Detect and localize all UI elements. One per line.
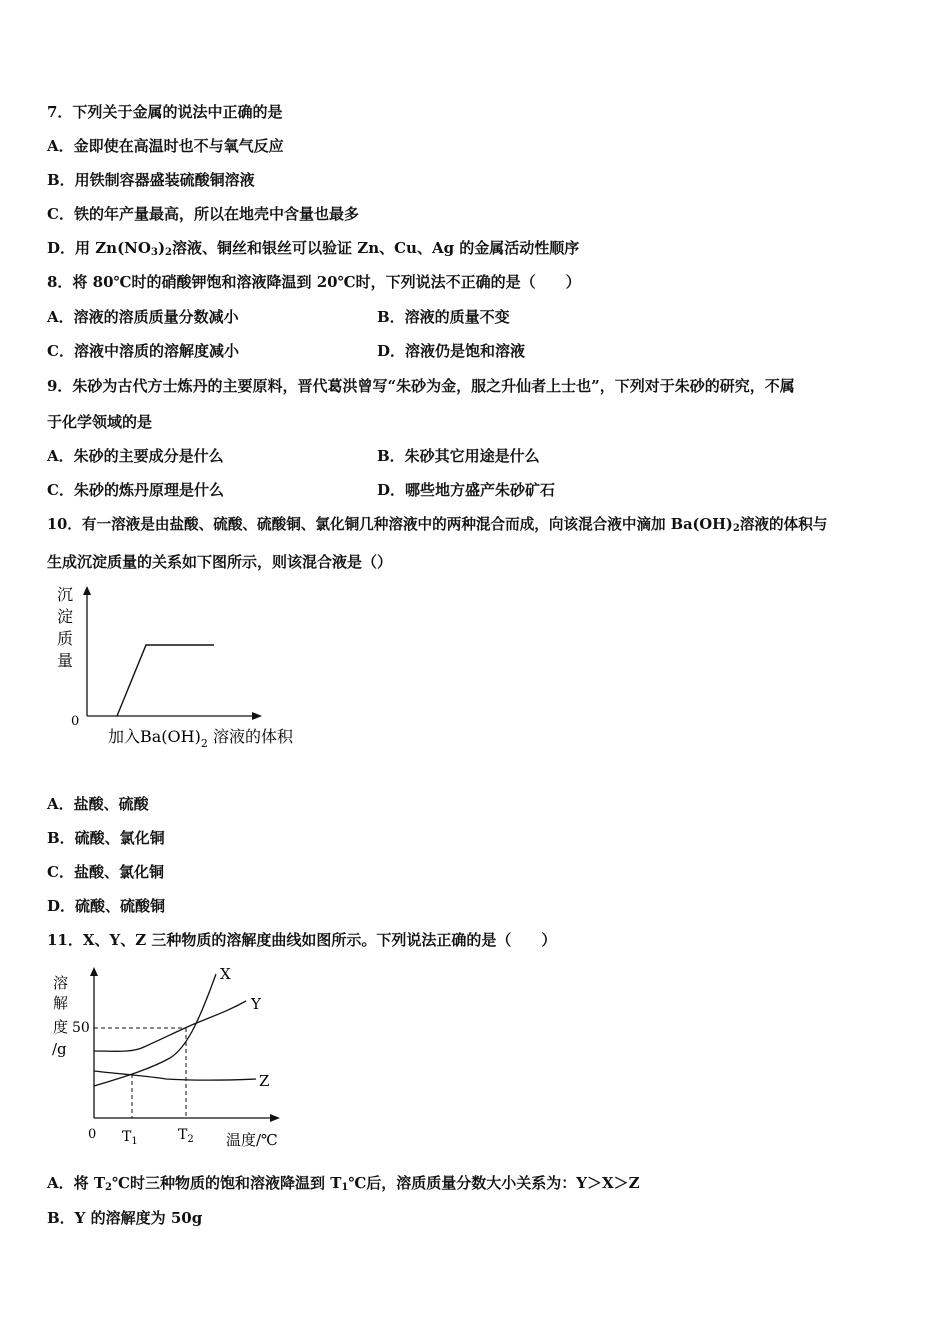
q11-ylabel-char-2: 解 bbox=[53, 994, 69, 1012]
q11-a-pre: A．将 T bbox=[47, 1174, 106, 1192]
q7-option-d bbox=[47, 238, 579, 258]
q10-stem1-pre: 10．有一溶液是由盐酸、硫酸、硫酸铜、氯化铜几种溶液中的两种混合而成，向该混合液中滴加 Ba(OH) bbox=[47, 516, 733, 533]
q10-ylabel-char-1: 沉 bbox=[57, 585, 74, 604]
q11-a-post: ℃后，溶质质量分数大小关系为：Y＞X＞Z bbox=[348, 1174, 640, 1192]
q11-yunit: /g bbox=[52, 1040, 67, 1058]
q10-option-a: A．盐酸、硫酸 bbox=[47, 795, 149, 813]
q11-tick-t1: $T_1$ bbox=[122, 1129, 138, 1147]
q8-option-a: A．溶液的溶质质量分数减小 bbox=[47, 308, 239, 326]
q11-curve-y bbox=[94, 1001, 246, 1051]
q10-x-axis-arrow bbox=[252, 712, 262, 720]
q7-d-mid: ) bbox=[157, 239, 166, 257]
q11-y-axis-arrow bbox=[90, 967, 98, 976]
q11-a-sub2: 1 bbox=[341, 1182, 349, 1193]
q11-curve-x bbox=[94, 974, 216, 1086]
q10-option-c: C．盐酸、氯化铜 bbox=[47, 863, 164, 881]
q9-option-c: C．朱砂的炼丹原理是什么 bbox=[47, 481, 224, 499]
q10-option-b: B．硫酸、氯化铜 bbox=[47, 829, 165, 847]
q9-option-d: D．哪些地方盛产朱砂矿石 bbox=[377, 481, 556, 499]
q7-d-pre: D．用 Zn(NO bbox=[47, 239, 151, 257]
q10-ylabel-char-4: 量 bbox=[57, 651, 74, 670]
q11-ylabel-char-3: 度 bbox=[53, 1018, 69, 1036]
q7-d-post: 溶液、铜丝和银丝可以验证 Zn、Cu、Ag 的金属活动性顺序 bbox=[172, 239, 580, 257]
q11-a-mid: ℃时三种物质的饱和溶液降温到 T bbox=[112, 1174, 342, 1192]
q11-label-x: X bbox=[220, 965, 231, 983]
q11-stem: 11．X、Y、Z 三种物质的溶解度曲线如图所示。下列说法正确的是（ ） bbox=[47, 931, 557, 949]
q11-option-b: B．Y 的溶解度为 50g bbox=[47, 1209, 203, 1227]
q10-precipitate-curve bbox=[117, 645, 214, 716]
q7-option-a: A．金即使在高温时也不与氧气反应 bbox=[47, 137, 284, 155]
q11-y-50: 50 bbox=[72, 1020, 90, 1036]
q11-label-z: Z bbox=[259, 1072, 270, 1090]
q11-ylabel-char-1: 溶 bbox=[53, 974, 69, 992]
q7-option-b: B．用铁制容器盛装硫酸铜溶液 bbox=[47, 171, 255, 189]
q7-d-sub1: 3 bbox=[150, 247, 158, 258]
q10-ylabel-char-2: 淀 bbox=[57, 607, 74, 626]
q7-option-c: C．铁的年产量最高，所以在地壳中含量也最多 bbox=[47, 205, 359, 223]
q10-precipitate-graph bbox=[40, 580, 330, 755]
q10-stem1-sub: 2 bbox=[732, 523, 740, 534]
q9-stem-line2: 于化学领域的是 bbox=[47, 413, 153, 431]
q11-solubility-graph bbox=[40, 958, 300, 1153]
q11-option-a bbox=[47, 1173, 640, 1193]
q9-stem-line1: 9．朱砂为古代方士炼丹的主要原料，晋代葛洪曾写“朱砂为金，服之升仙者上士也”，下列对于朱砂的研究，不属 bbox=[47, 377, 795, 395]
q8-option-b: B．溶液的质量不变 bbox=[377, 308, 510, 326]
q11-x-axis-arrow bbox=[270, 1114, 280, 1122]
q10-origin: 0 bbox=[71, 714, 80, 729]
q8-option-d: D．溶液仍是饱和溶液 bbox=[377, 342, 526, 360]
q7-d-sub2: 2 bbox=[165, 247, 173, 258]
q8-option-c: C．溶液中溶质的溶解度减小 bbox=[47, 342, 239, 360]
q11-xlabel: 温度/℃ bbox=[226, 1131, 278, 1149]
q10-ylabel-char-3: 质 bbox=[57, 629, 74, 648]
q11-label-y: Y bbox=[251, 995, 261, 1013]
q11-origin: 0 bbox=[88, 1127, 97, 1142]
q10-stem-line1 bbox=[47, 515, 827, 535]
q11-a-sub1: 2 bbox=[105, 1182, 112, 1193]
q9-option-a: A．朱砂的主要成分是什么 bbox=[47, 447, 224, 465]
q10-stem1-post: 溶液的体积与 bbox=[739, 516, 828, 533]
q7-stem: 7．下列关于金属的说法中正确的是 bbox=[47, 103, 283, 121]
q8-stem: 8．将 80℃时的硝酸钾饱和溶液降温到 20℃时，下列说法不正确的是（ ） bbox=[47, 273, 581, 291]
q9-option-b: B．朱砂其它用途是什么 bbox=[377, 447, 540, 465]
q10-stem-line2: 生成沉淀质量的关系如下图所示，则该混合液是（） bbox=[47, 553, 393, 571]
q11-tick-t2: $T_2$ bbox=[178, 1127, 194, 1145]
q10-option-d: D．硫酸、硫酸铜 bbox=[47, 897, 166, 915]
q10-xlabel: 加入$Ba(OH)_2$ 溶液的体积 bbox=[108, 727, 293, 750]
q10-y-axis-arrow bbox=[83, 586, 91, 595]
